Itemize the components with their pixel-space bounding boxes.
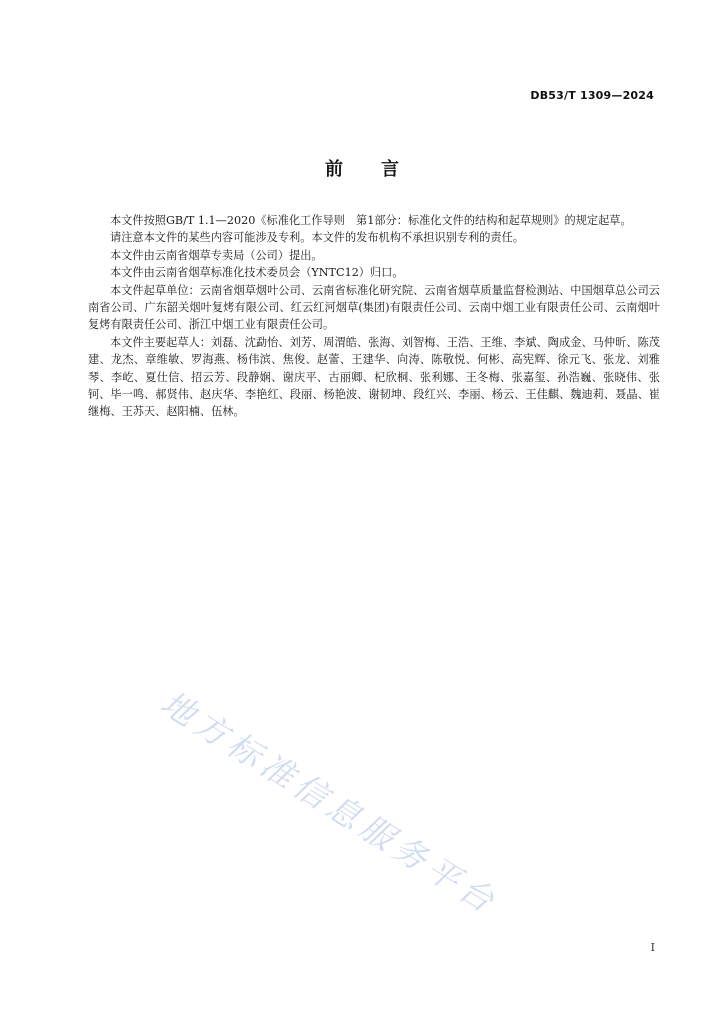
- watermark: 地方标准信息服务平台: [154, 683, 506, 923]
- document-body: [88, 212, 660, 421]
- paragraph-main-drafters: 本文件主要起草人：刘磊、沈勐怡、刘芳、周渭皓、张海、刘智梅、王浩、王维、李斌、陶成金、马仲昕、陈茂建、龙杰、章维敏、罗海燕、杨伟滨、焦俊、赵蕾、王建华、向涛、陈敬悦、何彬、高宪辉、徐元飞、张龙、刘雅琴、李屹、夏仕信、招云芳、段静娴、谢庆平、古丽卿、杞欣桐、张利娜、王冬梅、张嘉玺、孙浩巍、张晓伟、张钶、毕一鸣、郝贤伟、赵庆华、李艳红、段丽、杨艳波、谢韧坤、段红兴、李丽、杨云、王佳麒、魏迪莉、聂晶、崔继梅、王苏天、赵阳楠、伍林。: [88, 335, 660, 419]
- paragraph-drafting-units: 本文件起草单位：云南省烟草烟叶公司、云南省标准化研究院、云南省烟草质量监督检测站、中国烟草总公司云南省公司、广东韶关烟叶复烤有限公司、红云红河烟草(集团)有限责任公司、云南中烟工业有限责任公司、云南烟叶复烤有限责任公司、浙江中烟工业有限责任公司。: [88, 283, 660, 332]
- page-title: 前言: [325, 159, 437, 180]
- paragraph-proposer: 本文件由云南省烟草专卖局（公司）提出。: [110, 248, 323, 262]
- document-code: DB53/T 1309—2024: [530, 89, 654, 102]
- paragraph-drafting-rules: 本文件按照GB/T 1.1—2020《标准化工作导则 第1部分：标准化文件的结构和起草规则》的规定起草。: [110, 214, 632, 227]
- paragraph-patent-notice: 请注意本文件的某些内容可能涉及专利。本文件的发布机构不承担识别专利的责任。: [110, 231, 524, 245]
- paragraph-centralized-unit: 本文件由云南省烟草标准化技术委员会（YNTC12）归口。: [110, 266, 404, 280]
- page-number: I: [650, 941, 655, 954]
